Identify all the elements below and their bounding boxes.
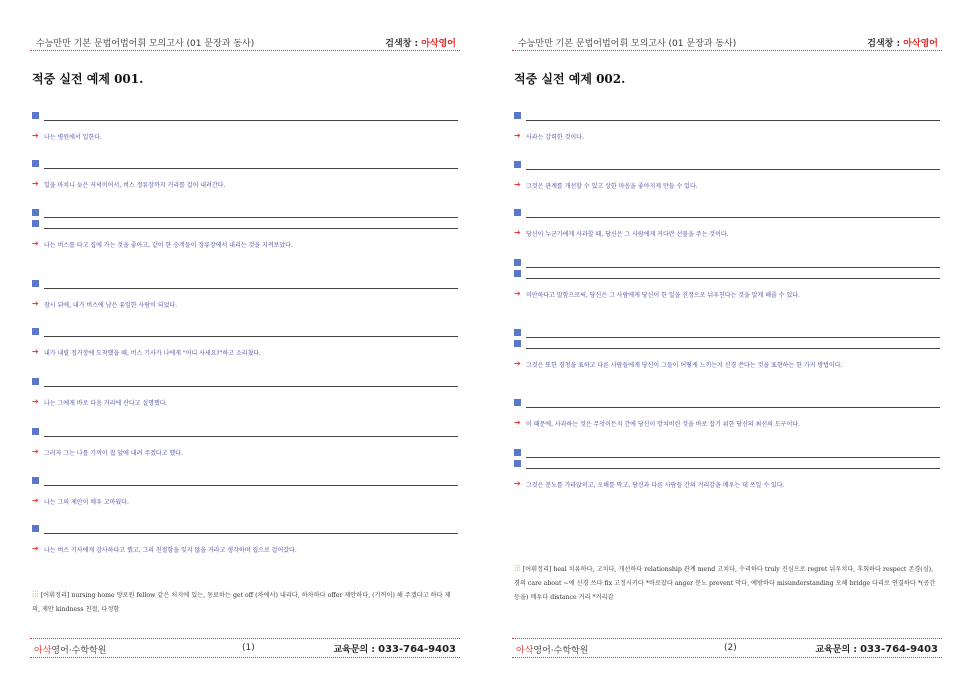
bullet-icon [514,399,521,406]
bullet-icon [514,270,521,277]
search-hint [867,36,938,49]
arrow-icon: ➔ [32,544,39,553]
exercise-title: 적중 실전 예제 001. [32,72,144,86]
answer-line[interactable] [30,476,460,487]
arrow-icon: ➔ [32,131,39,140]
answer-item [512,328,942,369]
arrow-icon: ➔ [514,289,521,298]
grid-icon: ⁞⁞⁞ [514,564,521,573]
bullet-icon [514,209,521,216]
translation-hint: ➔ 사과는 강력한 것이다. [514,131,584,141]
arrow-icon: ➔ [32,239,39,248]
translation-hint: ➔ 잠시 뒤에, 내가 버스에 남은 유일한 사람이 되었다. [32,299,178,309]
translation-hint: ➔ 미안하다고 말함으로써, 당신은 그 사람에게 당신이 한 일을 진정으로 뉘우친다는 것을 알게 해줄 수 있다. [514,289,800,299]
answer-line[interactable] [30,427,460,438]
translation-hint: ➔ 나는 버스 기사에게 감사하다고 했고, 그의 친절함을 잊지 않을 거라고 생각하며 집으로 걸어갔다. [32,544,297,554]
page-footer [30,638,460,658]
contact-info: 교육문의 : 033-764-9403 [815,644,938,655]
page-header [30,34,460,51]
answer-item [30,427,460,457]
translation-hint: ➔ 그것은 분노를 가라앉히고, 오해를 막고, 당신과 다른 사람들 간의 거리감을 메우는 데 쓰일 수 있다. [514,479,785,489]
answer-line[interactable] [30,524,460,535]
answer-line[interactable] [30,327,460,338]
grid-icon: ⁞⁞⁞ [32,590,39,599]
worksheet-page-2 [512,0,942,683]
contact-info: 교육문의 : 033-764-9403 [333,644,456,655]
translation-hint: ➔ 그것은 관계를 개선할 수 있고 상한 마음을 좋아지게 만들 수 있다. [514,180,698,190]
bullet-icon [514,112,521,119]
bullet-icon [32,280,39,287]
answer-item [30,159,460,189]
answer-line[interactable] [512,111,942,122]
answer-line[interactable] [512,398,942,409]
bullet-icon [32,160,39,167]
worksheet-page-1 [30,0,460,683]
answer-item [30,524,460,554]
translation-hint: ➔ 내가 내릴 정거장에 도착했을 때, 버스 기사가 나에게 "어디 사세요?"하고 소리쳤다. [32,347,262,357]
page-footer [512,638,942,658]
translation-hint: ➔ 나는 그의 제안이 매우 고마웠다. [32,496,129,506]
answer-item [30,476,460,506]
answer-item [30,377,460,407]
arrow-icon: ➔ [514,228,521,237]
bullet-icon [514,449,521,456]
exercise-title: 적중 실전 예제 002. [514,72,626,86]
answer-line[interactable] [30,159,460,170]
arrow-icon: ➔ [32,496,39,505]
answer-line[interactable] [512,459,942,470]
bullet-icon [514,329,521,336]
brand-name: 아삭영어 [421,39,456,49]
translation-hint: ➔ 일을 마치니 늦은 저녁이어서, 버스 정류장까지 거리를 걸어 내려간다. [32,179,226,189]
answer-line[interactable] [512,208,942,219]
arrow-icon: ➔ [32,299,39,308]
answer-item [30,279,460,309]
answer-line[interactable] [512,160,942,171]
answer-line[interactable] [30,208,460,219]
arrow-icon: ➔ [514,479,521,488]
bullet-icon [32,428,39,435]
answer-item [512,398,942,428]
brand-name: 아삭영어 [903,39,938,49]
translation-hint: ➔ 이 때문에, 사과하는 것은 무엇이든지 간에 당신이 망쳐버린 것을 바로 잡기 위한 당신의 최선의 도구이다. [514,418,800,428]
arrow-icon: ➔ [514,418,521,427]
translation-hint: ➔ 그러자 그는 나를 기꺼이 집 앞에 내려 주겠다고 했다. [32,447,183,457]
translation-hint: ➔ 당신이 누군가에게 사과할 때, 당신은 그 사람에게 커다란 선물을 주는 것이다. [514,228,729,238]
translation-hint: ➔ 나는 버스를 타고 집에 가는 것을 좋아고, 같이 한 승객들이 정류장에서 내리는 것을 지켜보았다. [32,239,293,249]
answer-item [512,448,942,489]
bullet-icon [514,259,521,266]
translation-hint: ➔ 나는 그에게 바로 다음 거리에 산다고 설명했다. [32,397,168,407]
page-number: (1) [242,643,255,653]
bullet-icon [32,378,39,385]
answer-line[interactable] [30,377,460,388]
search-label: 검색창 : [385,39,422,49]
bullet-icon [514,161,521,168]
search-label: 검색창 : [867,39,904,49]
phone-number: 033-764-9403 [860,644,938,655]
academy-name: 아삭영어·수학학원 [34,646,107,656]
arrow-icon: ➔ [514,359,521,368]
answer-line[interactable] [30,219,460,230]
answer-line[interactable] [30,111,460,122]
bullet-icon [32,209,39,216]
translation-hint: ➔ 나는 병원에서 일한다. [32,131,102,141]
answer-item [512,111,942,141]
bullet-icon [32,328,39,335]
arrow-icon: ➔ [514,180,521,189]
page-number: (2) [724,643,737,653]
answer-item [512,160,942,190]
arrow-icon: ➔ [32,397,39,406]
answer-line[interactable] [512,448,942,459]
arrow-icon: ➔ [32,179,39,188]
answer-line[interactable] [512,258,942,269]
worksheet-title: 수능만만 기본 문법어법어휘 모의고사 (01 문장과 동사) [518,39,737,49]
vocab-notes: ⁞⁞⁞ [어휘정리] heal 치유하다, 고치다, 개선하다 relationship 관계 mend 고치다, 수리하다 truly 진심으로 regret 뉘우치다, 후회하다 respect 존경(심), 경의 care about ~에 신경 쓰다 fix 고정시키다 *바로잡다 anger 분노 prevent 막다, 예방하다 misunderstanding 오해 bridge 다리로 연결하다 *(공간 등을) 메우다 distance 거리 *거리감 [514,564,936,601]
answer-item [30,327,460,357]
answer-line[interactable] [512,339,942,350]
phone-number: 033-764-9403 [378,644,456,655]
bullet-icon [32,220,39,227]
bullet-icon [32,525,39,532]
answer-item [512,258,942,299]
bullet-icon [514,460,521,467]
translation-hint: ➔ 그것은 또한 경청을 표하고 다른 사람들에게 당신이 그들이 어떻게 느끼는지 신경 쓴다는 것을 표현하는 한 가지 방법이다. [514,359,843,369]
answer-item [30,208,460,249]
arrow-icon: ➔ [514,131,521,140]
answer-item [512,208,942,238]
answer-line[interactable] [512,328,942,339]
vocab-notes: ⁞⁞⁞ [어휘정리] nursing home 양로원 fellow 같은 처지에 있는, 동료하는 get off (차에서) 내리다, 하차하다 offer 제안하다, (기꺼이) 해 주겠다고 하다 제의, 제안 kindness 친절, 다정함 [32,590,451,613]
bullet-icon [514,340,521,347]
arrow-icon: ➔ [32,347,39,356]
page-header [512,34,942,51]
worksheet-title: 수능만만 기본 문법어법어휘 모의고사 (01 문장과 동사) [36,39,255,49]
arrow-icon: ➔ [32,447,39,456]
answer-item [30,111,460,141]
academy-name: 아삭영어·수학학원 [516,646,589,656]
bullet-icon [32,112,39,119]
answer-line[interactable] [512,269,942,280]
bullet-icon [32,477,39,484]
answer-line[interactable] [30,279,460,290]
search-hint [385,36,456,49]
